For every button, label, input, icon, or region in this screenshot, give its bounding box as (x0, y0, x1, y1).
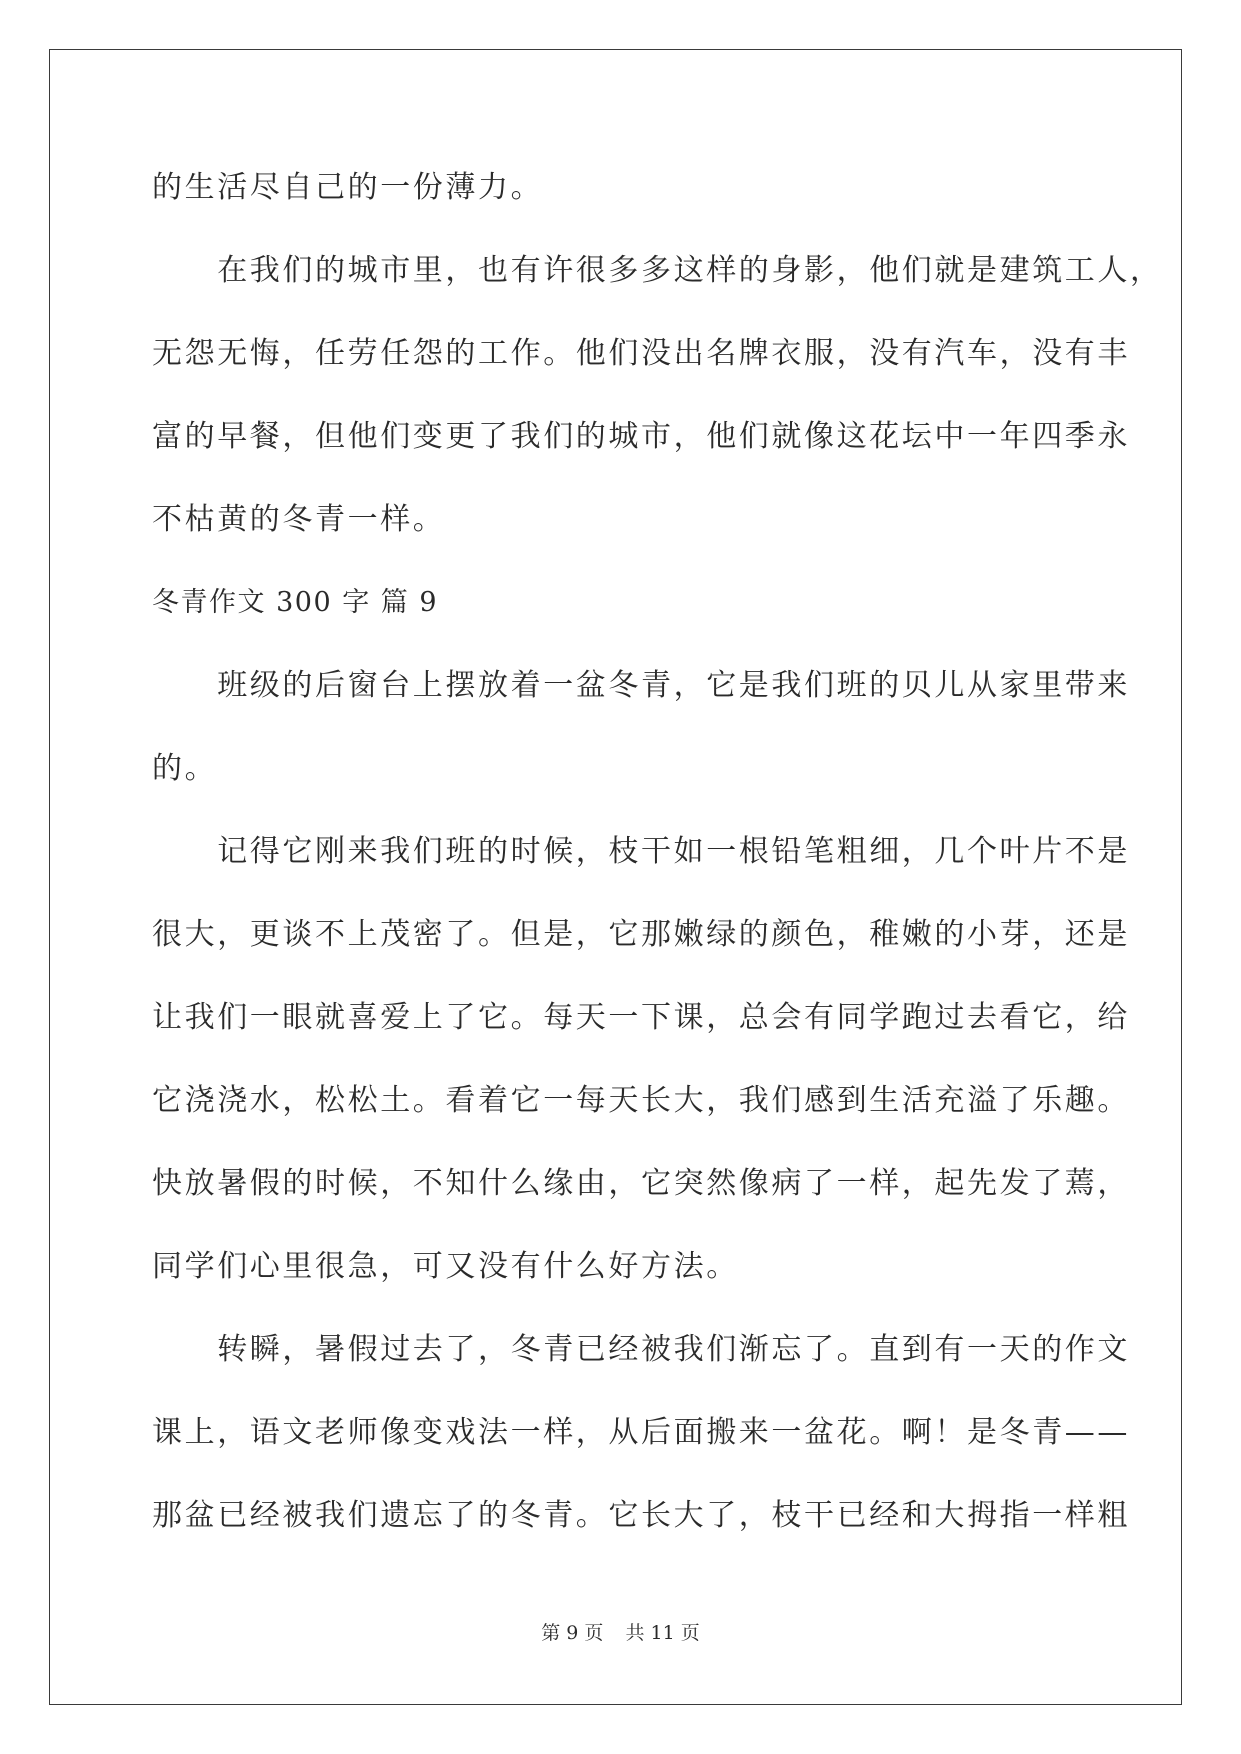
text-line: 的。 (152, 751, 218, 786)
text-line: 班级的后窗台上摆放着一盆冬青，它是我们班的贝儿从家里带来 (152, 668, 1130, 703)
page-border (49, 49, 1182, 1705)
page-footer (0, 1618, 1241, 1645)
text-line: 无怨无悔，任劳任怨的工作。他们没出名牌衣服，没有汽车，没有丰 (152, 336, 1130, 371)
page-total: 共 11 页 (625, 1622, 700, 1644)
text-line: 富的早餐，但他们变更了我们的城市，他们就像这花坛中一年四季永 (152, 419, 1130, 454)
text-line: 快放暑假的时候，不知什么缘由，它突然像病了一样，起先发了蔫， (152, 1166, 1130, 1201)
section-heading: 冬青作文 300 字 篇 9 (152, 587, 439, 618)
text-line: 不枯黄的冬青一样。 (152, 502, 446, 537)
text-line: 它浇浇水，松松土。看着它一每天长大，我们感到生活充溢了乐趣。 (152, 1083, 1130, 1118)
text-line: 记得它刚来我们班的时候，枝干如一根铅笔粗细，几个叶片不是 (152, 834, 1130, 869)
text-line: 课上，语文老师像变戏法一样，从后面搬来一盆花。啊！是冬青—— (152, 1415, 1130, 1450)
page-number: 第 9 页 (541, 1622, 604, 1644)
text-line: 同学们心里很急，可又没有什么好方法。 (152, 1249, 739, 1284)
text-line: 那盆已经被我们遗忘了的冬青。它长大了，枝干已经和大拇指一样粗 (152, 1498, 1130, 1533)
text-line: 让我们一眼就喜爱上了它。每天一下课，总会有同学跑过去看它，给 (152, 1000, 1130, 1035)
text-line: 的生活尽自己的一份薄力。 (152, 170, 544, 205)
text-line: 在我们的城市里，也有许很多多这样的身影，他们就是建筑工人， (152, 253, 1163, 288)
text-line: 很大，更谈不上茂密了。但是，它那嫩绿的颜色，稚嫩的小芽，还是 (152, 917, 1130, 952)
text-line: 转瞬，暑假过去了，冬青已经被我们渐忘了。直到有一天的作文 (152, 1332, 1130, 1367)
